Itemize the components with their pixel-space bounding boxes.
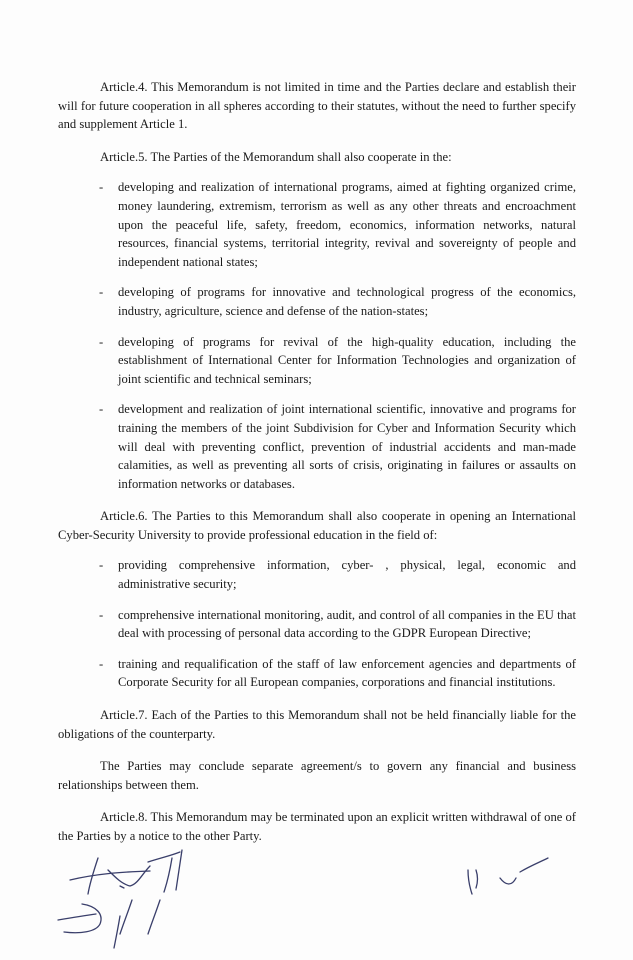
- list-item-text: comprehensive international monitoring, audit, and control of all companies in the EU that deal with processing of personal data according to the GDPR European Directive;: [118, 607, 576, 641]
- list-dash: -: [99, 402, 104, 417]
- list-item-text: developing of programs for innovative and technological progress of the economics, industry, agriculture, science and defense of the nation-states;: [118, 285, 576, 318]
- article-5-intro: Article.5. The Parties of the Memorandum shall also cooperate in the:: [100, 149, 452, 164]
- list-item: [58, 283, 576, 320]
- list-item: [58, 606, 576, 643]
- list-item: [58, 333, 576, 389]
- list-dash: -: [99, 656, 104, 671]
- list-item-text: training and requalification of the staff of law enforcement agencies and departments of Corporate Security for all European companies, corporations and financial institutions.: [118, 656, 576, 690]
- list-item-text: developing and realization of international programs, aimed at fighting organized crime, money laundering, extremism, terrorism as well as any other threats and encroachment upon the peaceful life, safety, freedom, economics, information networks, natural resources, financial systems, territorial integrity, revival and sovereignty of people and independent national states;: [118, 180, 576, 269]
- list-item-text: development and realization of joint international scientific, innovative and programs for training the members of the joint Subdivision for Cyber and Information Security which will deal with preventing conflict, prevention of industrial accidents and man-made calamities, as well as preventing all sorts of crisis, originating in failures or assaults on information networks or databases.: [118, 402, 576, 491]
- article-8-paragraph: Article.8. This Memorandum may be terminated upon an explicit written withdrawal of one of the Parties by a notice to the other Party.: [58, 810, 576, 843]
- list-dash: -: [99, 558, 104, 573]
- list-item-text: developing of programs for revival of the high-quality education, including the establishment of International Center for Information Technologies and organization of joint scientific and technical seminars;: [118, 334, 576, 386]
- article-6-intro: Article.6. The Parties to this Memorandum shall also cooperate in opening an International Cyber-Security University to provide professional education in the field of:: [58, 509, 576, 542]
- article-4-paragraph: Article.4. This Memorandum is not limited in time and the Parties declare and establish their will for future cooperation in all spheres according to their statutes, without the need to further specify and supplement Article 1.: [58, 80, 576, 132]
- article-7-paragraph: Article.7. Each of the Parties to this Memorandum shall not be held financially liable for the obligations of the counterparty.: [58, 708, 576, 741]
- list-item: [58, 655, 576, 692]
- list-dash: -: [99, 334, 104, 349]
- list-dash: -: [99, 180, 104, 195]
- list-dash: -: [99, 607, 104, 622]
- list-dash: -: [99, 285, 104, 300]
- article-5-list: [58, 178, 576, 493]
- list-item: [58, 178, 576, 271]
- list-item: [58, 556, 576, 593]
- handwritten-signature-icon: [0, 840, 633, 960]
- list-item: [58, 400, 576, 493]
- separate-agreements-paragraph: The Parties may conclude separate agreement/s to govern any financial and business relationships between them.: [58, 759, 576, 792]
- signature-area: [0, 840, 633, 960]
- list-item-text: providing comprehensive information, cyber- , physical, legal, economic and administrative security;: [118, 558, 576, 592]
- article-6-list: [58, 556, 576, 692]
- memorandum-body: [58, 78, 576, 846]
